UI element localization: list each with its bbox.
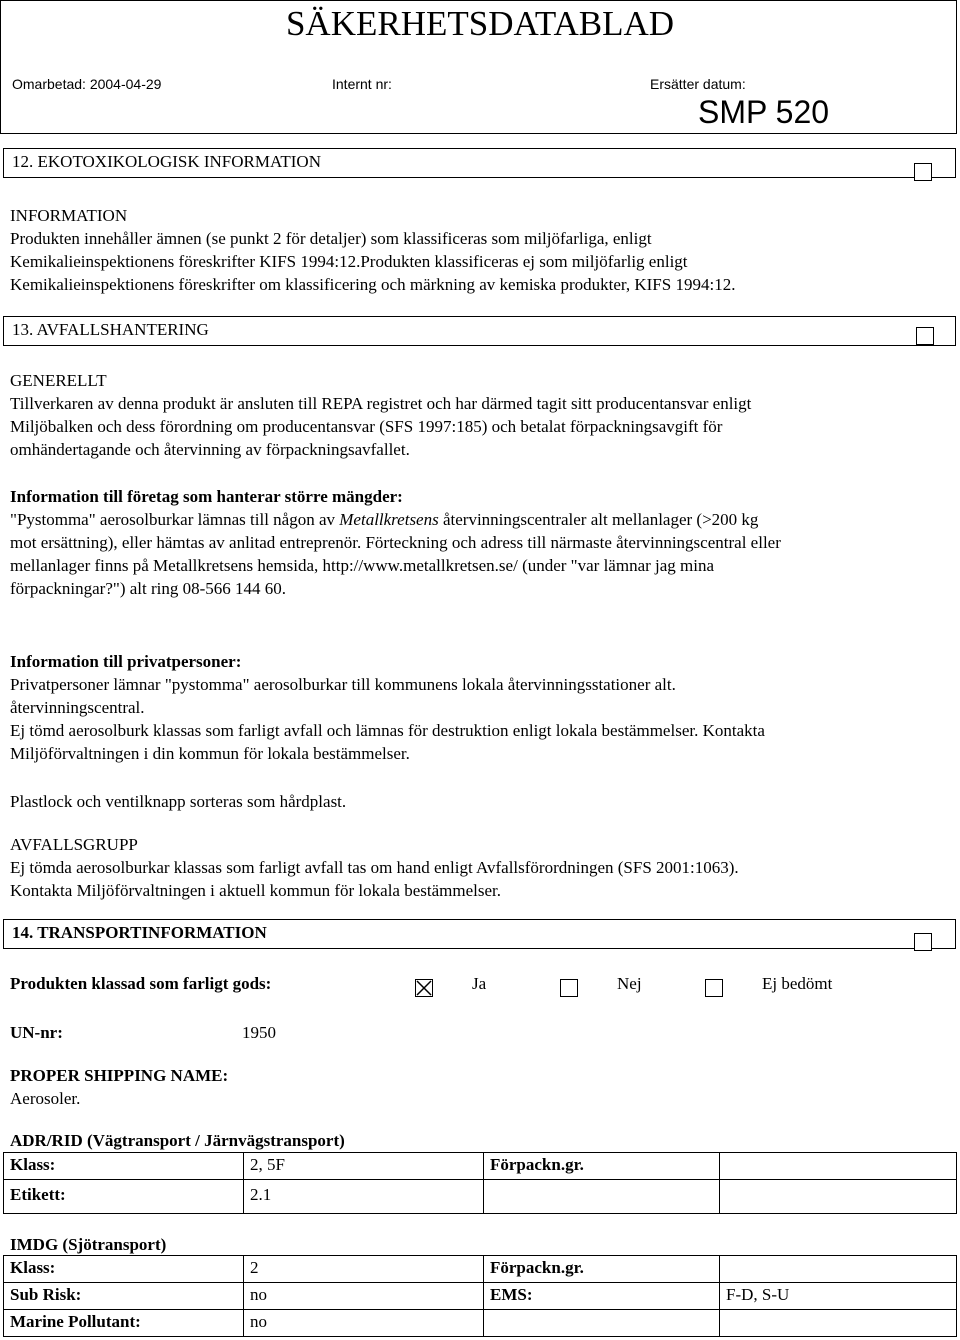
internal-number-label: Internt nr: <box>332 76 392 92</box>
general-line: Miljöbalken och dess förordning om producentansvar (SFS 1997:185) och betalat förpackningsavgift för <box>10 417 723 436</box>
section-12-checkbox[interactable] <box>914 163 932 181</box>
imdg-cell-value: no <box>244 1310 484 1337</box>
private-block <box>10 650 765 765</box>
shipping-name-label: PROPER SHIPPING NAME: <box>10 1066 229 1085</box>
imdg-cell-value2 <box>720 1310 957 1337</box>
shipping-name-value: Aerosoler. <box>10 1089 81 1108</box>
imdg-cell-label: Marine Pollutant: <box>4 1310 244 1337</box>
product-code: SMP 520 <box>698 94 830 130</box>
section-13-bar <box>3 316 956 346</box>
imdg-cell-value2 <box>720 1256 957 1283</box>
private-heading: Information till privatpersoner: <box>10 652 242 671</box>
general-line: Tillverkaren av denna produkt är ansluten till REPA registret och har därmed tagit sitt producentansvar enligt <box>10 394 752 413</box>
imdg-cell-label2 <box>484 1310 720 1337</box>
business-line: mellanlager finns på Metallkretsens hemsida, http://www.metallkretsen.se/ (under "var lämnar jag mina <box>10 556 715 575</box>
dangerous-goods-label: Produkten klassad som farligt gods: <box>10 974 272 993</box>
ej-bedomt-label: Ej bedömt <box>762 974 833 993</box>
imdg-cell-label2: Förpackn.gr. <box>484 1256 720 1283</box>
waste-group-block <box>10 833 739 902</box>
section-14-bar <box>3 919 956 949</box>
imdg-cell-label: Klass: <box>4 1256 244 1283</box>
business-block <box>10 485 781 600</box>
private-line: Miljöförvaltningen i din kommun för lokala bestämmelser. <box>10 744 410 763</box>
adr-table <box>3 1152 957 1214</box>
metallkretsen-italic: Metallkretsens <box>339 510 439 529</box>
check-cross-icon <box>416 980 434 998</box>
adr-cell-value2 <box>720 1153 957 1180</box>
waste-group-heading: AVFALLSGRUPP <box>10 835 138 854</box>
nej-label: Nej <box>617 974 642 993</box>
replaces-date-label: Ersätter datum: <box>650 76 746 92</box>
general-block <box>10 369 751 461</box>
business-line-pre: "Pystomma" aerosolburkar lämnas till någon av <box>10 510 340 529</box>
adr-cell-value2 <box>720 1180 957 1214</box>
section-12-bar <box>3 148 956 178</box>
adr-cell-label: Klass: <box>4 1153 244 1180</box>
shipping-name-block <box>10 1064 228 1110</box>
imdg-heading: IMDG (Sjötransport) <box>10 1235 167 1254</box>
table-row <box>4 1180 957 1214</box>
adr-cell-label: Etikett: <box>4 1180 244 1214</box>
waste-group-line: Ej tömda aerosolburkar klassas som farligt avfall tas om hand enligt Avfallsförordningen (SFS 2001:1063). <box>10 858 739 877</box>
ja-checkbox[interactable] <box>415 979 433 997</box>
ja-label: Ja <box>472 974 487 993</box>
table-row <box>4 1153 957 1180</box>
plastic-line: Plastlock och ventilknapp sorteras som hårdplast. <box>10 792 347 811</box>
general-heading: GENERELLT <box>10 371 107 390</box>
section-14-checkbox[interactable] <box>914 933 932 951</box>
business-line: mot ersättning), eller hämtas av anlitad entreprenör. Förteckning och adress till närmaste återvinningscentral eller <box>10 533 781 552</box>
section-13-title: 13. AVFALLSHANTERING <box>12 320 209 339</box>
adr-cell-label2: Förpackn.gr. <box>484 1153 720 1180</box>
imdg-cell-label: Sub Risk: <box>4 1283 244 1310</box>
table-row <box>4 1256 957 1283</box>
business-line-post: återvinningscentraler alt mellanlager (>200 kg <box>438 510 759 529</box>
imdg-cell-label2: EMS: <box>484 1283 720 1310</box>
business-heading: Information till företag som hanterar större mängder: <box>10 487 403 506</box>
business-line: förpackningar?") alt ring 08-566 144 60. <box>10 579 287 598</box>
section-12-subheading: INFORMATION <box>10 206 128 225</box>
imdg-cell-value: 2 <box>244 1256 484 1283</box>
section-12-title: 12. EKOTOXIKOLOGISK INFORMATION <box>12 152 321 171</box>
section-12-line: Kemikalieinspektionens föreskrifter KIFS 1994:12.Produkten klassificeras ej som miljöfarlig enligt <box>10 252 688 271</box>
ej-bedomt-checkbox[interactable] <box>705 979 723 997</box>
table-row <box>4 1310 957 1337</box>
private-line: återvinningscentral. <box>10 698 145 717</box>
section-13-checkbox[interactable] <box>916 327 934 345</box>
section-12-body <box>10 204 735 296</box>
imdg-cell-value2: F-D, S-U <box>720 1283 957 1310</box>
private-line: Ej tömd aerosolburk klassas som farligt avfall och lämnas för destruktion enligt lokala bestämmelser. Kontakta <box>10 721 765 740</box>
business-line <box>10 508 781 531</box>
private-line: Privatpersoner lämnar "pystomma" aerosolburkar till kommunens lokala återvinningsstationer alt. <box>10 675 676 694</box>
section-14-title: 14. TRANSPORTINFORMATION <box>12 923 267 942</box>
general-line: omhändertagande och återvinning av förpackningsavfallet. <box>10 440 410 459</box>
nej-checkbox[interactable] <box>560 979 578 997</box>
waste-group-line: Kontakta Miljöförvaltningen i aktuell kommun för lokala bestämmelser. <box>10 881 501 900</box>
imdg-cell-value: no <box>244 1283 484 1310</box>
adr-cell-value: 2.1 <box>244 1180 484 1214</box>
document-title: SÄKERHETSDATABLAD <box>285 4 675 43</box>
imdg-table <box>3 1255 957 1337</box>
revised-date: Omarbetad: 2004-04-29 <box>12 76 162 92</box>
section-12-line: Kemikalieinspektionens föreskrifter om klassificering och märkning av kemiska produkter, KIFS 1994:12. <box>10 275 736 294</box>
table-row <box>4 1283 957 1310</box>
adr-cell-value: 2, 5F <box>244 1153 484 1180</box>
adr-heading: ADR/RID (Vägtransport / Järnvägstransport) <box>10 1131 345 1150</box>
un-number-label: UN-nr: <box>10 1023 63 1042</box>
section-12-line: Produkten innehåller ämnen (se punkt 2 för detaljer) som klassificeras som miljöfarliga, enligt <box>10 229 652 248</box>
adr-cell-label2 <box>484 1180 720 1214</box>
un-number-value: 1950 <box>242 1023 276 1042</box>
